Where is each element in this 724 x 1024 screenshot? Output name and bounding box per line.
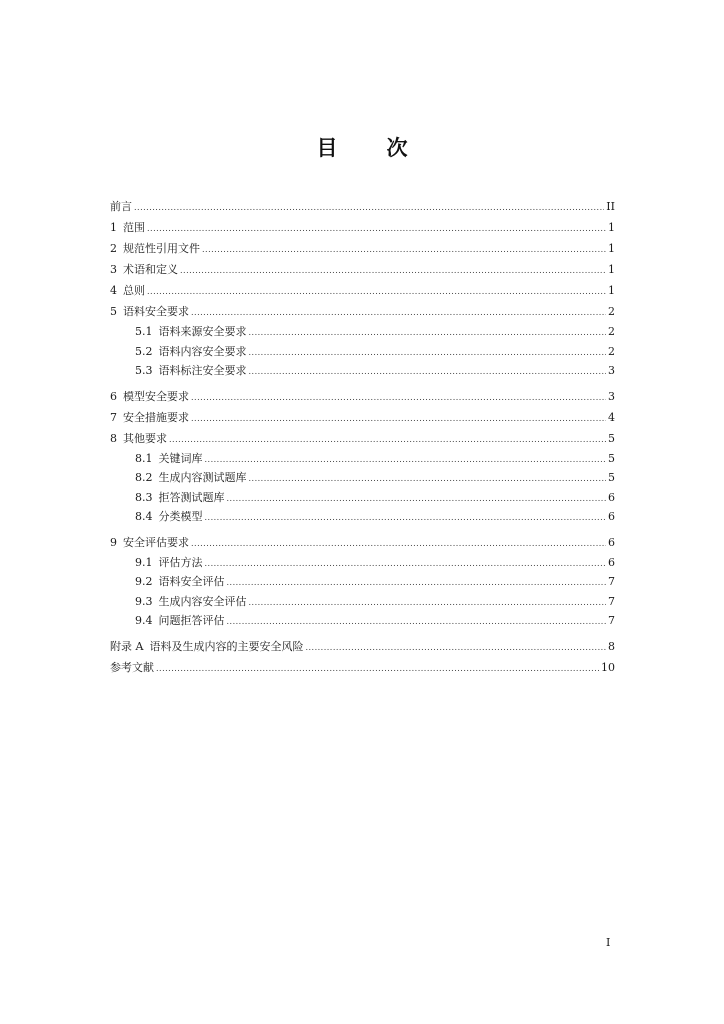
toc-entry-page: 6: [608, 510, 615, 523]
toc-entry-label: 规范性引用文件: [123, 242, 200, 255]
toc-entry-label: 总则: [123, 284, 145, 297]
toc-subentry[interactable]: [110, 361, 615, 381]
toc-entry-label: 模型安全要求: [123, 389, 189, 403]
toc-entry-page: 2: [608, 344, 615, 358]
toc-entry-label: 关键词库: [158, 451, 203, 465]
toc-subentry[interactable]: [110, 572, 615, 592]
toc-entry-number: 5: [110, 305, 117, 318]
dot-leader: [169, 429, 606, 450]
dot-leader: [147, 218, 606, 239]
dot-leader: [191, 533, 606, 554]
toc-entry-label: 安全措施要求: [123, 410, 189, 424]
toc-entry-page: 1: [608, 221, 615, 234]
toc-subentry[interactable]: [110, 488, 615, 508]
dot-leader: [205, 508, 607, 528]
toc-entry[interactable]: [110, 657, 615, 678]
toc-entry-page: 5: [608, 471, 615, 484]
toc-entry-label: 评估方法: [158, 555, 203, 569]
toc-entry-number: 9.3: [135, 594, 153, 608]
toc-entry-page: 8: [608, 639, 615, 653]
page-title: 目 次: [316, 136, 422, 160]
dot-leader: [134, 197, 604, 218]
dot-leader: [227, 489, 607, 509]
toc-entry-page: 7: [608, 614, 615, 627]
toc-entry-number: 3: [110, 263, 117, 276]
toc-entry-page: 7: [608, 594, 615, 608]
dot-leader: [227, 612, 607, 632]
toc-subentry[interactable]: [110, 342, 615, 362]
toc-entry-number: 5.2: [135, 344, 153, 358]
toc-entry-page: 1: [608, 284, 615, 297]
toc-entry-page: 6: [608, 490, 615, 504]
toc-entry-label: 语料来源安全要求: [158, 325, 247, 338]
toc-entry-number: 8.4: [135, 510, 153, 523]
dot-leader: [305, 637, 606, 658]
dot-leader: [249, 593, 607, 613]
toc-entry-label: 生成内容安全评估: [158, 594, 247, 608]
toc-entry-number: 9.1: [135, 555, 153, 569]
toc-entry-label: 问题拒答评估: [158, 614, 225, 627]
toc-entry[interactable]: [110, 238, 615, 259]
dot-leader: [249, 469, 607, 489]
toc-entry-page: 4: [608, 410, 615, 424]
toc-entry-label: 语料内容安全要求: [158, 344, 247, 358]
toc-entry-number: 7: [110, 410, 117, 424]
toc-entry-number: 2: [110, 242, 117, 255]
toc-entry-label: 前言: [110, 200, 132, 213]
toc-entry-label: 语料安全要求: [123, 305, 189, 318]
toc-entry-number: 1: [110, 221, 117, 234]
dot-leader: [227, 573, 607, 593]
toc-entry[interactable]: [110, 386, 615, 407]
toc-entry-label: 参考文献: [110, 660, 154, 674]
toc-entry-page: 10: [601, 660, 615, 674]
toc-entry-number: 5.3: [135, 364, 153, 377]
toc-entry-number: 5.1: [135, 325, 153, 338]
toc-entry-page: 7: [608, 575, 615, 588]
toc-entry-page: 3: [608, 389, 615, 403]
dot-leader: [205, 450, 607, 470]
dot-leader: [249, 343, 607, 363]
toc-entry[interactable]: [110, 301, 615, 322]
toc-entry-label: 语料及生成内容的主要安全风险: [149, 639, 304, 653]
toc-subentry[interactable]: [110, 553, 615, 573]
toc-subentry[interactable]: [110, 468, 615, 488]
dot-leader: [249, 323, 607, 343]
dot-leader: [205, 554, 607, 574]
toc-entry-number: 8.2: [135, 471, 153, 484]
toc-entry-number: 8.3: [135, 490, 153, 504]
toc-entry-number: 6: [110, 389, 117, 403]
toc-entry-page: II: [606, 200, 615, 213]
toc-entry[interactable]: [110, 636, 615, 657]
dot-leader: [191, 408, 606, 429]
toc-entry-page: 1: [608, 263, 615, 276]
toc-entry-label: 范围: [123, 221, 145, 234]
toc-entry[interactable]: [110, 196, 615, 217]
dot-leader: [156, 658, 599, 679]
toc-entry[interactable]: [110, 532, 615, 553]
toc-entry-label: 生成内容测试题库: [158, 471, 247, 484]
toc-entry-number: 8.1: [135, 451, 153, 465]
dot-leader: [191, 302, 606, 323]
toc-entry-label: 语料标注安全要求: [158, 364, 247, 377]
toc-subentry[interactable]: [110, 611, 615, 631]
page-number: I: [606, 936, 611, 949]
dot-leader: [202, 239, 606, 260]
toc-entry-number: 9.4: [135, 614, 153, 627]
dot-leader: [191, 387, 606, 408]
toc-entry-page: 5: [608, 451, 615, 465]
toc-entry-label: 拒答测试题库: [158, 490, 225, 504]
toc-entry[interactable]: [110, 259, 615, 280]
toc-entry-label: 分类模型: [158, 510, 203, 523]
dot-leader: [180, 260, 606, 281]
dot-leader: [147, 281, 606, 302]
dot-leader: [249, 362, 607, 382]
toc-entry-page: 2: [608, 325, 615, 338]
toc-entry[interactable]: [110, 217, 615, 238]
toc-entry[interactable]: [110, 280, 615, 301]
toc-entry-page: 3: [608, 364, 615, 377]
toc-entry-number: 附录 A: [110, 639, 144, 653]
toc-entry[interactable]: [110, 428, 615, 449]
toc-entry-label: 语料安全评估: [158, 575, 225, 588]
table-of-contents: [110, 196, 615, 678]
toc-entry-page: 5: [608, 431, 615, 445]
toc-entry-label: 安全评估要求: [123, 535, 189, 549]
toc-entry-page: 6: [608, 535, 615, 549]
toc-subentry[interactable]: [110, 507, 615, 527]
toc-subentry[interactable]: [110, 449, 615, 469]
toc-subentry[interactable]: [110, 592, 615, 612]
toc-entry-number: 8: [110, 431, 117, 445]
toc-entry-number: 4: [110, 284, 117, 297]
toc-entry-label: 术语和定义: [123, 263, 178, 276]
toc-entry-page: 1: [608, 242, 615, 255]
toc-entry-page: 6: [608, 555, 615, 569]
toc-entry-number: 9: [110, 535, 117, 549]
toc-entry-label: 其他要求: [123, 431, 167, 445]
toc-subentry[interactable]: [110, 322, 615, 342]
toc-entry-number: 9.2: [135, 575, 153, 588]
toc-entry[interactable]: [110, 407, 615, 428]
toc-entry-page: 2: [608, 305, 615, 318]
